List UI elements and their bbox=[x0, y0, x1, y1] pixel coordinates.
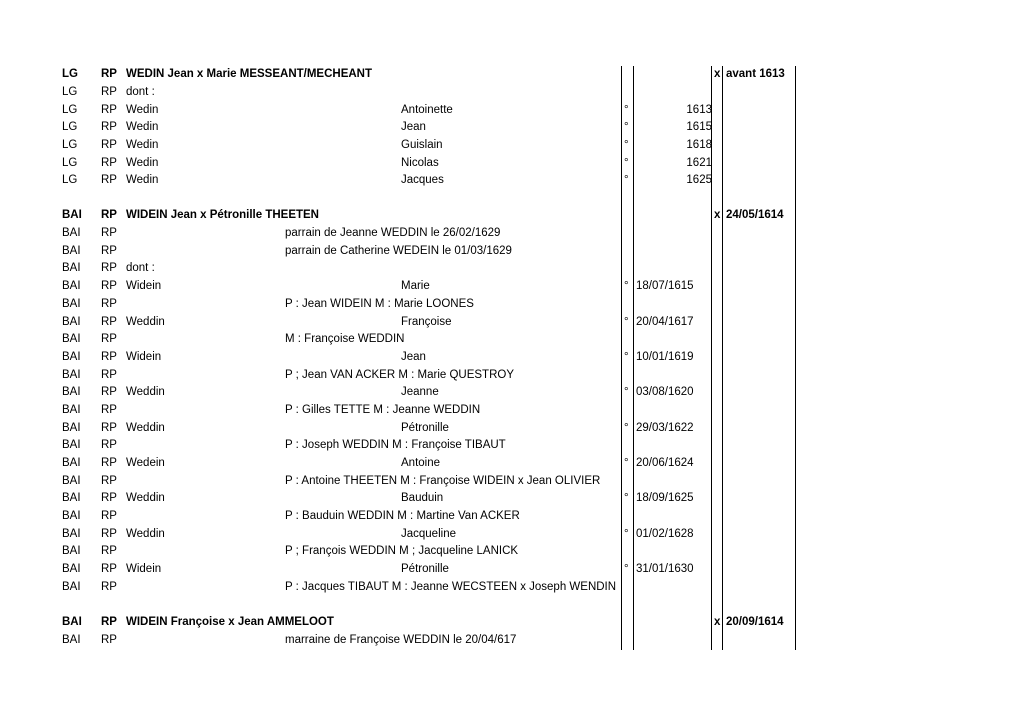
surname-or-couple: Weddin bbox=[126, 492, 165, 504]
surname-or-couple: WIDEIN Jean x Pétronille THEETEN bbox=[126, 209, 319, 221]
record-row bbox=[0, 119, 1024, 136]
record-row bbox=[0, 508, 1024, 525]
given-name: Antoine bbox=[401, 457, 441, 469]
register-code: RP bbox=[101, 510, 117, 522]
birth-mark: ° bbox=[624, 280, 629, 292]
register-code: RP bbox=[101, 121, 117, 133]
record-row bbox=[0, 384, 1024, 401]
parish-code: LG bbox=[62, 86, 78, 98]
record-row bbox=[0, 66, 1024, 83]
birth-date: 20/04/1617 bbox=[636, 316, 694, 328]
parish-code: BAI bbox=[62, 227, 81, 239]
parish-code: BAI bbox=[62, 298, 81, 310]
record-row bbox=[0, 172, 1024, 189]
register-code: RP bbox=[101, 475, 117, 487]
record-row bbox=[0, 420, 1024, 437]
note-text: P : Gilles TETTE M : Jeanne WEDDIN bbox=[285, 404, 481, 416]
register-code: RP bbox=[101, 369, 117, 381]
register-code: RP bbox=[101, 386, 117, 398]
note-text: P ; François WEDDIN M ; Jacqueline LANICK bbox=[285, 545, 519, 557]
birth-mark: ° bbox=[624, 457, 629, 469]
surname-or-couple: dont : bbox=[126, 262, 155, 274]
surname-or-couple: Widein bbox=[126, 351, 162, 363]
record-row bbox=[0, 314, 1024, 331]
birth-mark: ° bbox=[624, 104, 629, 116]
parish-code: BAI bbox=[62, 492, 81, 504]
record-row bbox=[0, 296, 1024, 313]
surname-or-couple: Widein bbox=[126, 280, 162, 292]
birth-date: 1613 bbox=[686, 104, 712, 116]
birth-date: 03/08/1620 bbox=[636, 386, 694, 398]
parish-code: BAI bbox=[62, 616, 82, 628]
given-name: Jean bbox=[401, 121, 426, 133]
parish-code: BAI bbox=[62, 262, 81, 274]
birth-mark: ° bbox=[624, 563, 629, 575]
note-text: parrain de Jeanne WEDDIN le 26/02/1629 bbox=[285, 227, 501, 239]
note-text: P : Jean WIDEIN M : Marie LOONES bbox=[285, 298, 474, 310]
birth-mark: ° bbox=[624, 386, 629, 398]
surname-or-couple: Weddin bbox=[126, 316, 165, 328]
parish-code: BAI bbox=[62, 245, 81, 257]
surname-or-couple: dont : bbox=[126, 86, 155, 98]
register-code: RP bbox=[101, 174, 117, 186]
marriage-mark: x bbox=[714, 616, 721, 628]
record-row bbox=[0, 137, 1024, 154]
record-row bbox=[0, 367, 1024, 384]
record-row bbox=[0, 278, 1024, 295]
given-name: Nicolas bbox=[401, 157, 439, 169]
note-text: P : Antoine THEETEN M : Françoise WIDEIN x Jean OLIVIER bbox=[285, 475, 601, 487]
record-row bbox=[0, 84, 1024, 101]
birth-mark: ° bbox=[624, 139, 629, 151]
given-name: Antoinette bbox=[401, 104, 453, 116]
record-row bbox=[0, 614, 1024, 631]
birth-date: 31/01/1630 bbox=[636, 563, 694, 575]
record-row bbox=[0, 349, 1024, 366]
marriage-date: 24/05/1614 bbox=[726, 209, 784, 221]
birth-mark: ° bbox=[624, 351, 629, 363]
register-code: RP bbox=[101, 209, 117, 221]
register-code: RP bbox=[101, 227, 117, 239]
marriage-date: 20/09/1614 bbox=[726, 616, 784, 628]
record-row bbox=[0, 225, 1024, 242]
parish-code: LG bbox=[62, 157, 78, 169]
register-code: RP bbox=[101, 157, 117, 169]
parish-code: BAI bbox=[62, 634, 81, 646]
surname-or-couple: WEDIN Jean x Marie MESSEANT/MECHEANT bbox=[126, 68, 373, 80]
birth-date: 10/01/1619 bbox=[636, 351, 694, 363]
register-code: RP bbox=[101, 422, 117, 434]
register-code: RP bbox=[101, 262, 117, 274]
parish-code: LG bbox=[62, 174, 78, 186]
given-name: Françoise bbox=[401, 316, 452, 328]
parish-code: BAI bbox=[62, 528, 81, 540]
marriage-mark: x bbox=[714, 209, 721, 221]
record-row bbox=[0, 526, 1024, 543]
record-row bbox=[0, 579, 1024, 596]
birth-mark: ° bbox=[624, 492, 629, 504]
record-row bbox=[0, 437, 1024, 454]
birth-date: 20/06/1624 bbox=[636, 457, 694, 469]
record-row bbox=[0, 243, 1024, 260]
parish-code: BAI bbox=[62, 280, 81, 292]
register-code: RP bbox=[101, 333, 117, 345]
given-name: Jacqueline bbox=[401, 528, 456, 540]
record-row bbox=[0, 402, 1024, 419]
record-row bbox=[0, 455, 1024, 472]
birth-date: 18/09/1625 bbox=[636, 492, 694, 504]
register-code: RP bbox=[101, 298, 117, 310]
parish-code: LG bbox=[62, 139, 78, 151]
parish-code: BAI bbox=[62, 351, 81, 363]
record-row bbox=[0, 561, 1024, 578]
parish-code: BAI bbox=[62, 510, 81, 522]
record-row bbox=[0, 490, 1024, 507]
given-name: Jean bbox=[401, 351, 426, 363]
given-name: Jeanne bbox=[401, 386, 439, 398]
parish-code: BAI bbox=[62, 563, 81, 575]
parish-code: BAI bbox=[62, 316, 81, 328]
given-name: Guislain bbox=[401, 139, 443, 151]
birth-date: 1625 bbox=[686, 174, 712, 186]
surname-or-couple: Weddin bbox=[126, 386, 165, 398]
record-row bbox=[0, 543, 1024, 560]
parish-code: BAI bbox=[62, 369, 81, 381]
note-text: marraine de Françoise WEDDIN le 20/04/617 bbox=[285, 634, 517, 646]
surname-or-couple: Wedein bbox=[126, 457, 165, 469]
parish-code: BAI bbox=[62, 333, 81, 345]
register-code: RP bbox=[101, 563, 117, 575]
note-text: P ; Jean VAN ACKER M : Marie QUESTROY bbox=[285, 369, 515, 381]
birth-mark: ° bbox=[624, 528, 629, 540]
given-name: Pétronille bbox=[401, 563, 449, 575]
record-row bbox=[0, 473, 1024, 490]
given-name: Pétronille bbox=[401, 422, 449, 434]
marriage-mark: x bbox=[714, 68, 721, 80]
birth-mark: ° bbox=[624, 174, 629, 186]
register-code: RP bbox=[101, 545, 117, 557]
parish-code: BAI bbox=[62, 386, 81, 398]
birth-date: 01/02/1628 bbox=[636, 528, 694, 540]
register-code: RP bbox=[101, 457, 117, 469]
note-text: P : Bauduin WEDDIN M : Martine Van ACKER bbox=[285, 510, 520, 522]
register-code: RP bbox=[101, 492, 117, 504]
surname-or-couple: Weddin bbox=[126, 422, 165, 434]
note-text: P : Jacques TIBAUT M : Jeanne WECSTEEN x Joseph WENDIN bbox=[285, 581, 617, 593]
record-row bbox=[0, 102, 1024, 119]
register-code: RP bbox=[101, 316, 117, 328]
note-text: parrain de Catherine WEDEIN le 01/03/1629 bbox=[285, 245, 512, 257]
parish-code: LG bbox=[62, 121, 78, 133]
surname-or-couple: Wedin bbox=[126, 157, 159, 169]
parish-code: BAI bbox=[62, 475, 81, 487]
note-text: P : Joseph WEDDIN M : Françoise TIBAUT bbox=[285, 439, 506, 451]
register-code: RP bbox=[101, 439, 117, 451]
surname-or-couple: Wedin bbox=[126, 139, 159, 151]
birth-mark: ° bbox=[624, 121, 629, 133]
register-code: RP bbox=[101, 68, 117, 80]
surname-or-couple: WIDEIN Françoise x Jean AMMELOOT bbox=[126, 616, 334, 628]
register-code: RP bbox=[101, 528, 117, 540]
birth-mark: ° bbox=[624, 422, 629, 434]
record-row bbox=[0, 260, 1024, 277]
register-code: RP bbox=[101, 616, 117, 628]
parish-code: BAI bbox=[62, 439, 81, 451]
given-name: Bauduin bbox=[401, 492, 444, 504]
register-code: RP bbox=[101, 86, 117, 98]
register-code: RP bbox=[101, 280, 117, 292]
note-text: M : Françoise WEDDIN bbox=[285, 333, 405, 345]
register-code: RP bbox=[101, 104, 117, 116]
parish-code: BAI bbox=[62, 209, 82, 221]
parish-code: LG bbox=[62, 68, 78, 80]
parish-code: BAI bbox=[62, 545, 81, 557]
surname-or-couple: Widein bbox=[126, 563, 162, 575]
birth-mark: ° bbox=[624, 316, 629, 328]
record-row bbox=[0, 207, 1024, 224]
birth-date: 1621 bbox=[686, 157, 712, 169]
register-code: RP bbox=[101, 581, 117, 593]
given-name: Marie bbox=[401, 280, 430, 292]
parish-code: BAI bbox=[62, 581, 81, 593]
surname-or-couple: Wedin bbox=[126, 121, 159, 133]
register-code: RP bbox=[101, 245, 117, 257]
record-row bbox=[0, 331, 1024, 348]
parish-code: BAI bbox=[62, 457, 81, 469]
parish-code: BAI bbox=[62, 404, 81, 416]
register-code: RP bbox=[101, 404, 117, 416]
parish-code: LG bbox=[62, 104, 78, 116]
given-name: Jacques bbox=[401, 174, 444, 186]
birth-mark: ° bbox=[624, 157, 629, 169]
parish-code: BAI bbox=[62, 422, 81, 434]
marriage-date: avant 1613 bbox=[726, 68, 785, 80]
birth-date: 1618 bbox=[686, 139, 712, 151]
surname-or-couple: Weddin bbox=[126, 528, 165, 540]
birth-date: 1615 bbox=[686, 121, 712, 133]
surname-or-couple: Wedin bbox=[126, 104, 159, 116]
birth-date: 29/03/1622 bbox=[636, 422, 694, 434]
register-code: RP bbox=[101, 634, 117, 646]
register-code: RP bbox=[101, 351, 117, 363]
record-row bbox=[0, 632, 1024, 649]
birth-date: 18/07/1615 bbox=[636, 280, 694, 292]
surname-or-couple: Wedin bbox=[126, 174, 159, 186]
record-row bbox=[0, 155, 1024, 172]
register-code: RP bbox=[101, 139, 117, 151]
